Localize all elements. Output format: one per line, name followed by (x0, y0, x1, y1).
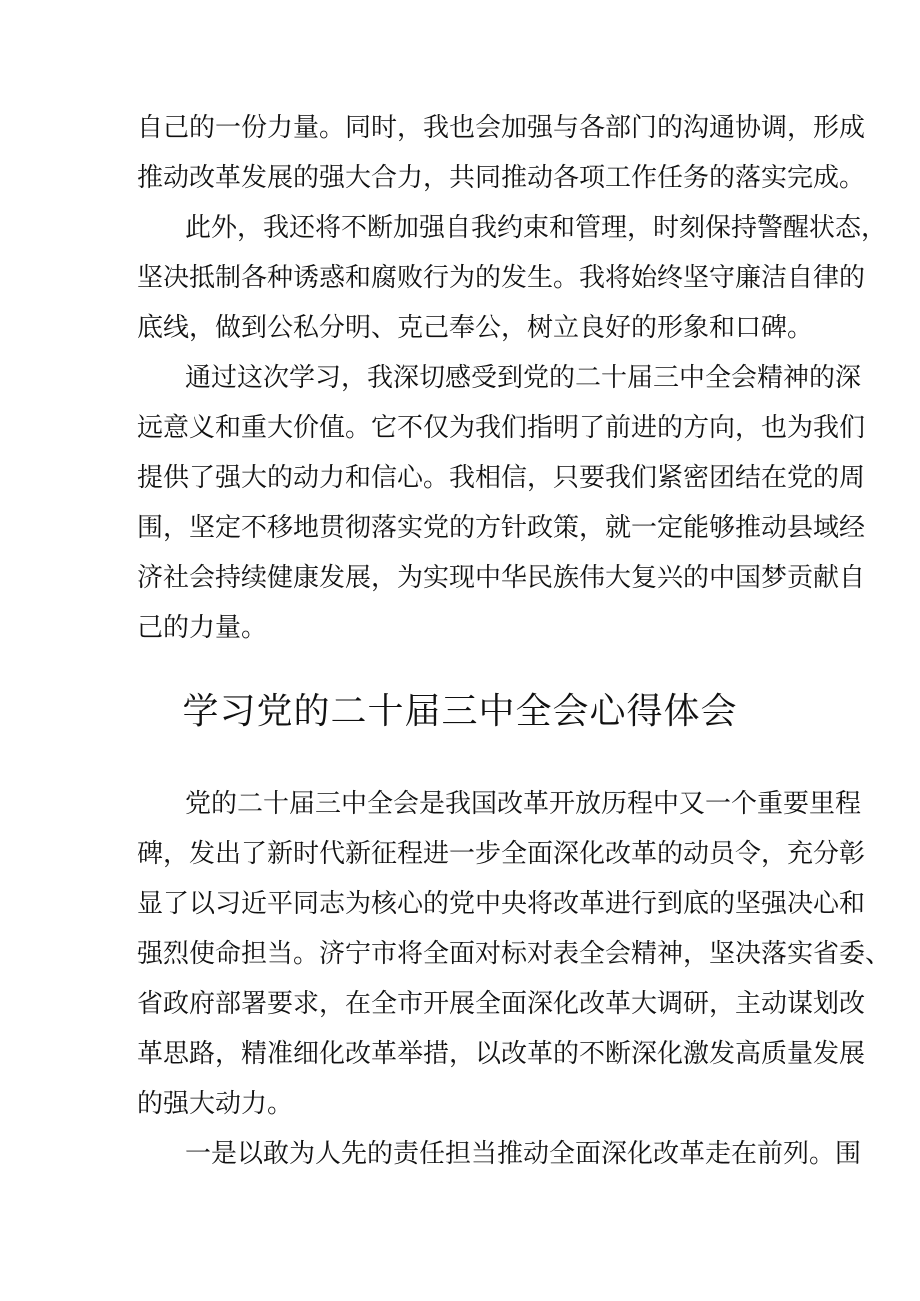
text-line: 己的力量。 (137, 613, 268, 643)
text-line: 省政府部署要求，在全市开展全面深化改革大调研，主动谋划改 (137, 989, 866, 1019)
text-line: 底线，做到公私分明、克己奉公，树立良好的形象和口碑。 (137, 313, 814, 343)
text-line: 强烈使命担当。济宁市将全面对标对表全会精神，坚决落实省委、 (137, 939, 892, 969)
text-line: 显了以习近平同志为核心的党中央将改革进行到底的坚强决心和 (137, 889, 866, 919)
text-line: 一是以敢为人先的责任担当推动全面深化改革走在前列。围 (185, 1139, 862, 1169)
paragraph-self-discipline (137, 203, 888, 353)
paragraph-continued (137, 103, 866, 203)
text-line: 党的二十届三中全会是我国改革开放历程中又一个重要里程 (185, 789, 862, 819)
text-line: 远意义和重大价值。它不仅为我们指明了前进的方向，也为我们 (137, 413, 866, 443)
text-line: 碑，发出了新时代新征程进一步全面深化改革的动员令，充分彰 (137, 839, 866, 869)
text-line: 济社会持续健康发展，为实现中华民族伟大复兴的中国梦贡献自 (137, 563, 866, 593)
text-line: 的强大动力。 (137, 1089, 294, 1119)
text-line: 革思路，精准细化改革举措，以改革的不断深化激发高质量发展 (137, 1039, 866, 1069)
text-line: 围，坚定不移地贯彻落实党的方针政策，就一定能够推动县域经 (137, 513, 866, 543)
paragraph-first-point (137, 1129, 862, 1179)
text-line: 自己的一份力量。同时，我也会加强与各部门的沟通协调，形成 (137, 113, 866, 143)
section-title: 学习党的二十届三中全会心得体会 (182, 691, 738, 732)
paragraph-conclusion (137, 353, 866, 653)
text-line: 此外，我还将不断加强自我约束和管理，时刻保持警醒状态， (185, 213, 888, 243)
paragraph-intro (137, 779, 892, 1129)
text-line: 通过这次学习，我深切感受到党的二十届三中全会精神的深 (185, 363, 862, 393)
text-line: 坚决抵制各种诱惑和腐败行为的发生。我将始终坚守廉洁自律的 (137, 263, 866, 293)
text-line: 推动改革发展的强大合力，共同推动各项工作任务的落实完成。 (137, 163, 866, 193)
text-line: 提供了强大的动力和信心。我相信，只要我们紧密团结在党的周 (137, 463, 866, 493)
